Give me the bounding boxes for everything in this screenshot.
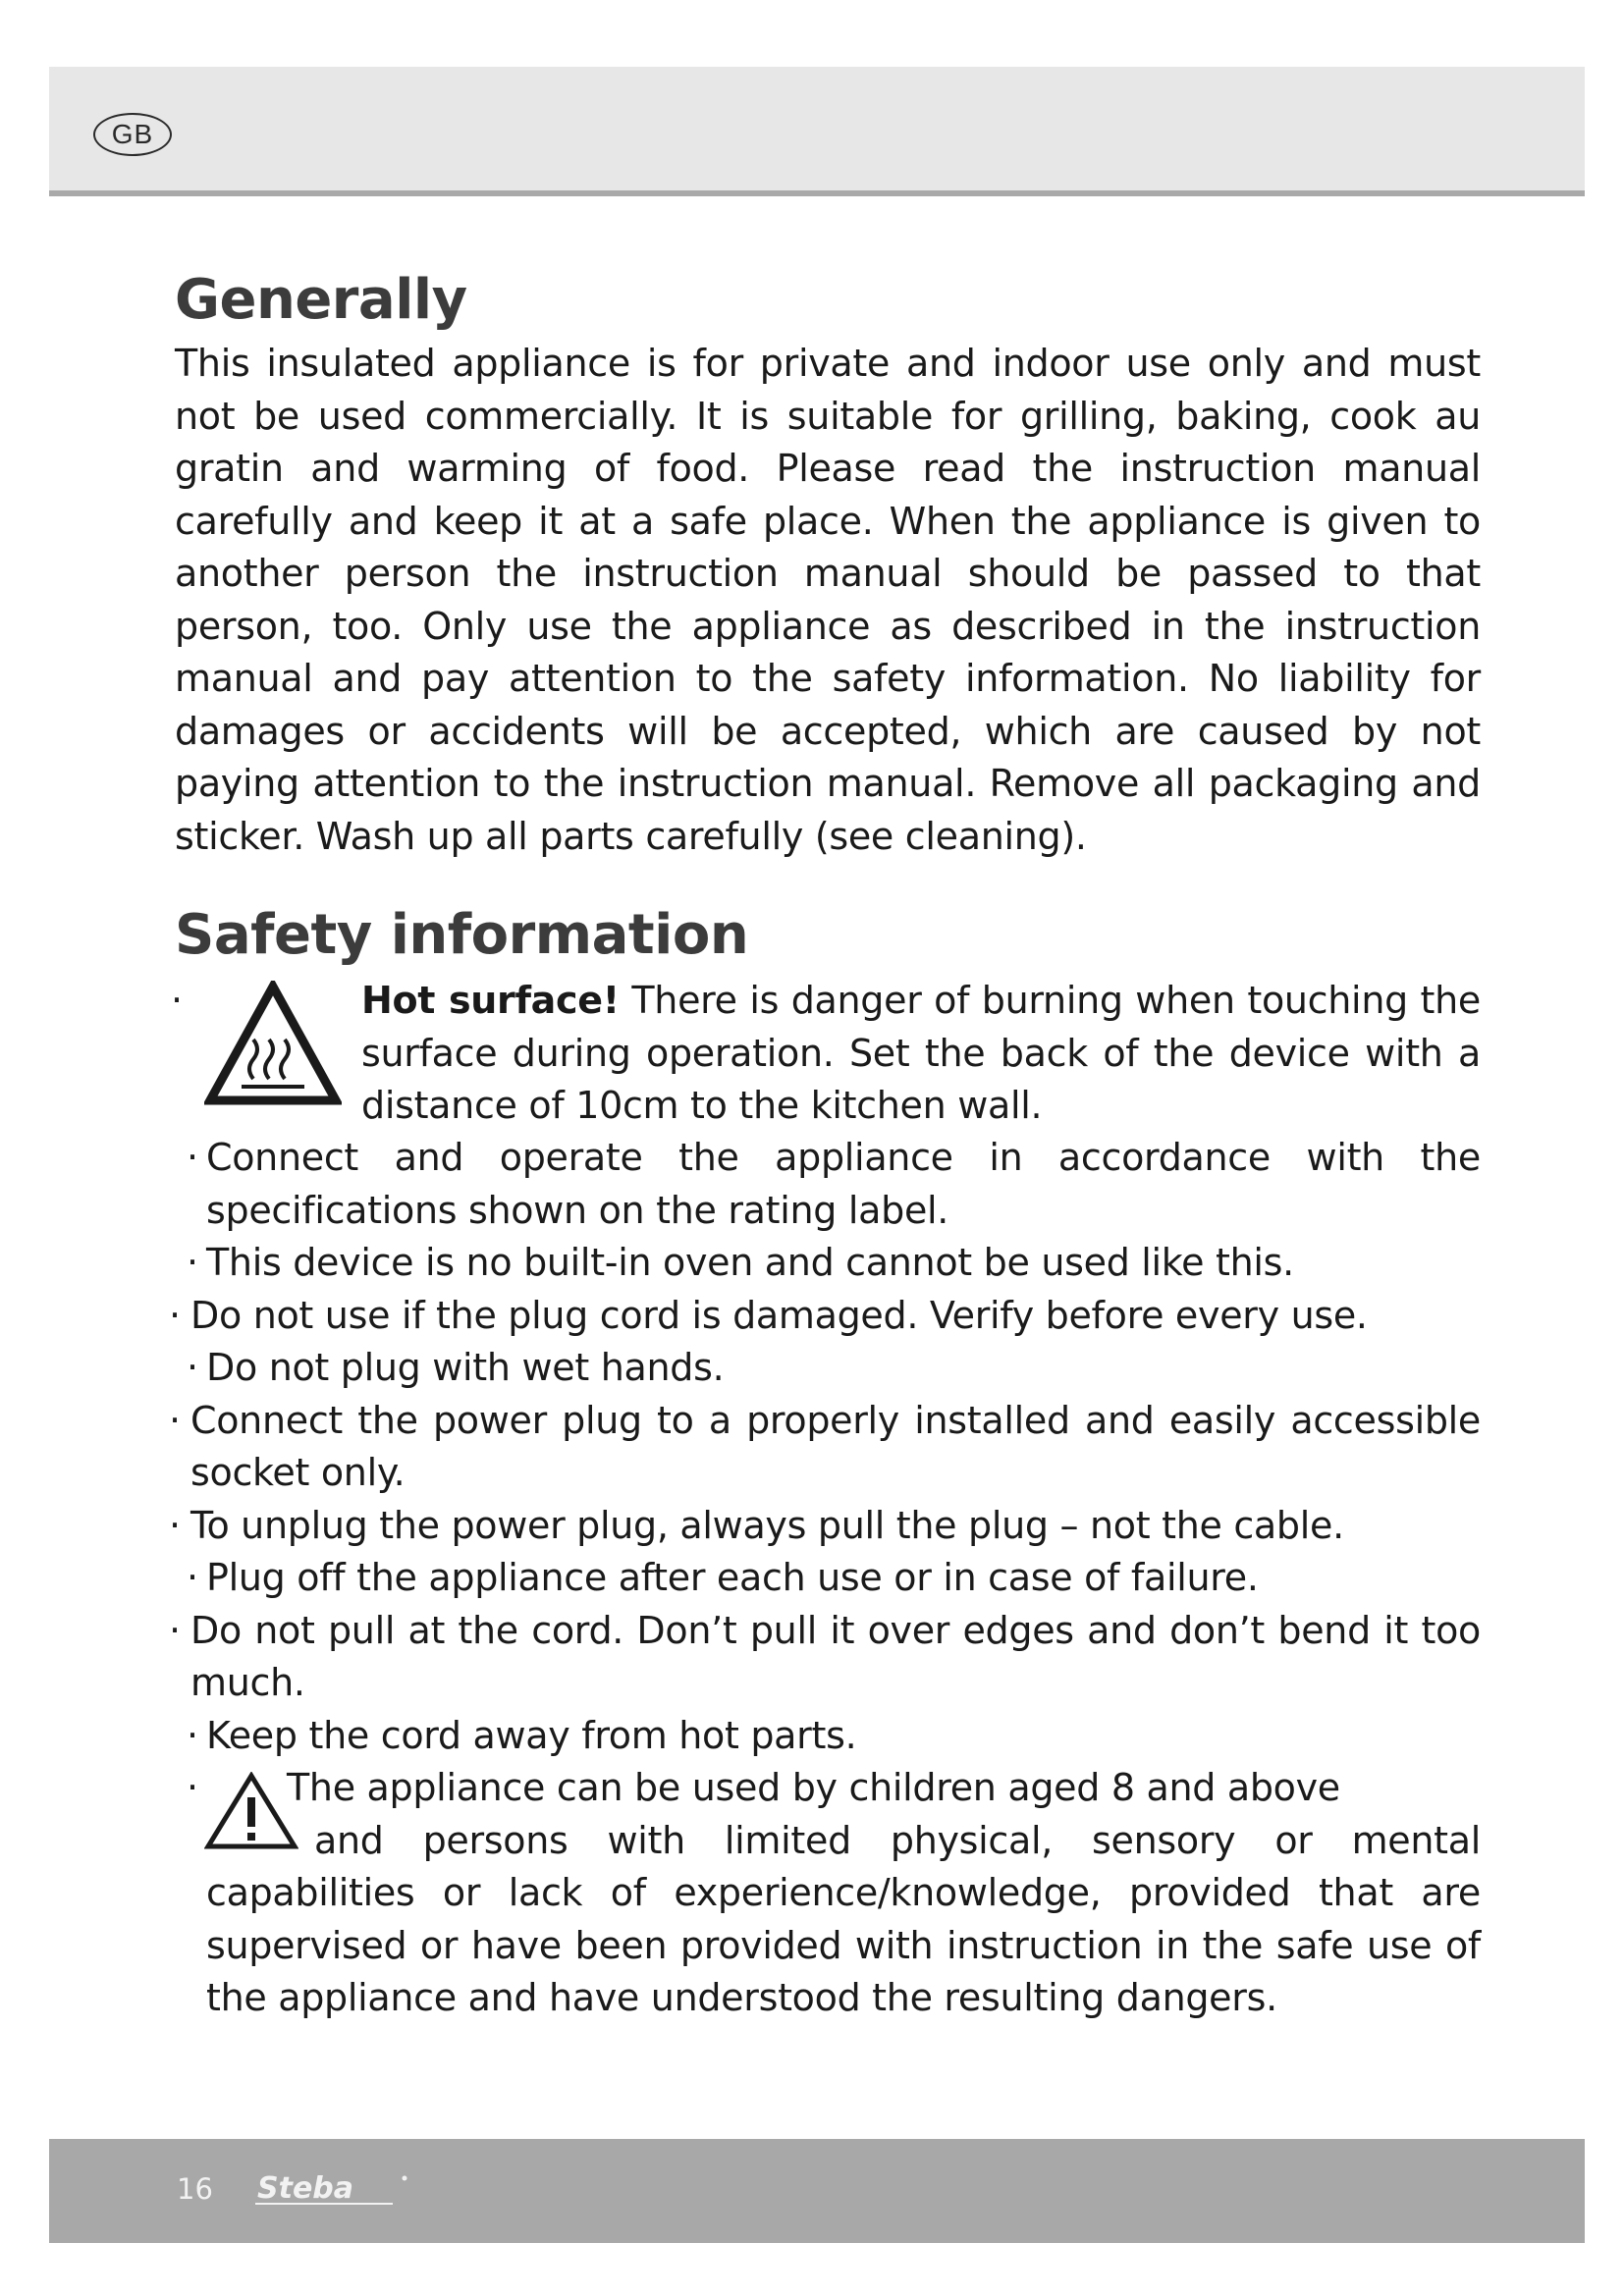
hot-surface-item — [171, 975, 1481, 1132]
children-warning-line2: and persons with limited physical, sensory or mental capabilities or lack of experience/knowledge, provided that are supervised or have been provided with instruction in the safe use of the appliance and have understood the resulting dangers. — [206, 1818, 1481, 2019]
hot-surface-label: Hot surface! — [361, 979, 620, 1022]
list-item: · Do not pull at the cord. Don’t pull it over edges and don’t bend it too much. — [169, 1608, 1481, 1704]
country-badge: GB — [93, 113, 172, 156]
generally-heading: Generally — [175, 268, 467, 332]
svg-text:Steba: Steba — [257, 2171, 354, 2206]
page-content — [169, 263, 1481, 2025]
list-item: · This device is no built-in oven and cannot be used like this. — [187, 1241, 1294, 1284]
generally-paragraph: This insulated appliance is for private and indoor use only and must not be used commercially. It is suitable for grilling, baking, cook au gratin and warming of food. Please read the instruction manual carefully and keep it at a safe place. When the appliance is given to another person the instruction manual should be passed to that person, too. Only use the appliance as described in the instruction manual and pay attention to the safety information. No liability for damages or accidents will be accepted, which are caused by not paying attention to the instruction manual. Remove all packaging and sticker. Wash up all parts carefully (see cleaning). — [175, 342, 1481, 858]
list-item: · Do not use if the plug cord is damaged. Verify before every use. — [169, 1293, 1368, 1337]
list-item: · Connect and operate the appliance in accordance with the specifications shown on the rating label. — [187, 1136, 1481, 1232]
list-item: · Do not plug with wet hands. — [187, 1346, 725, 1389]
hot-surface-description: There is danger of burning when touching the surface during operation. Set the back of the device with a distance of 10cm to the kitchen wall. — [361, 979, 1481, 1127]
children-warning-item — [175, 1762, 1481, 2025]
page-number: 16 — [177, 2172, 213, 2206]
page-header-band — [49, 67, 1585, 196]
list-item: · Plug off the appliance after each use or in case of failure. — [187, 1556, 1259, 1599]
bullet-dot: · — [187, 1766, 199, 1809]
children-warning-line1: The appliance can be used by children aged 8 and above — [287, 1766, 1340, 1809]
safety-heading: Safety information — [175, 903, 749, 967]
list-item: · To unplug the power plug, always pull the plug – not the cable. — [169, 1503, 1344, 1547]
list-item: · Keep the cord away from hot parts. — [187, 1713, 857, 1757]
bullet-dot: · — [171, 979, 184, 1022]
hot-surface-text — [361, 975, 1481, 1133]
steba-logo — [255, 2168, 422, 2212]
safety-list — [169, 1132, 1481, 1762]
hot-surface-warning-icon — [204, 981, 342, 1106]
list-item: · Connect the power plug to a properly installed and easily accessible socket only. — [169, 1398, 1481, 1494]
general-warning-icon — [204, 1772, 298, 1850]
page-footer-band — [49, 2139, 1585, 2243]
